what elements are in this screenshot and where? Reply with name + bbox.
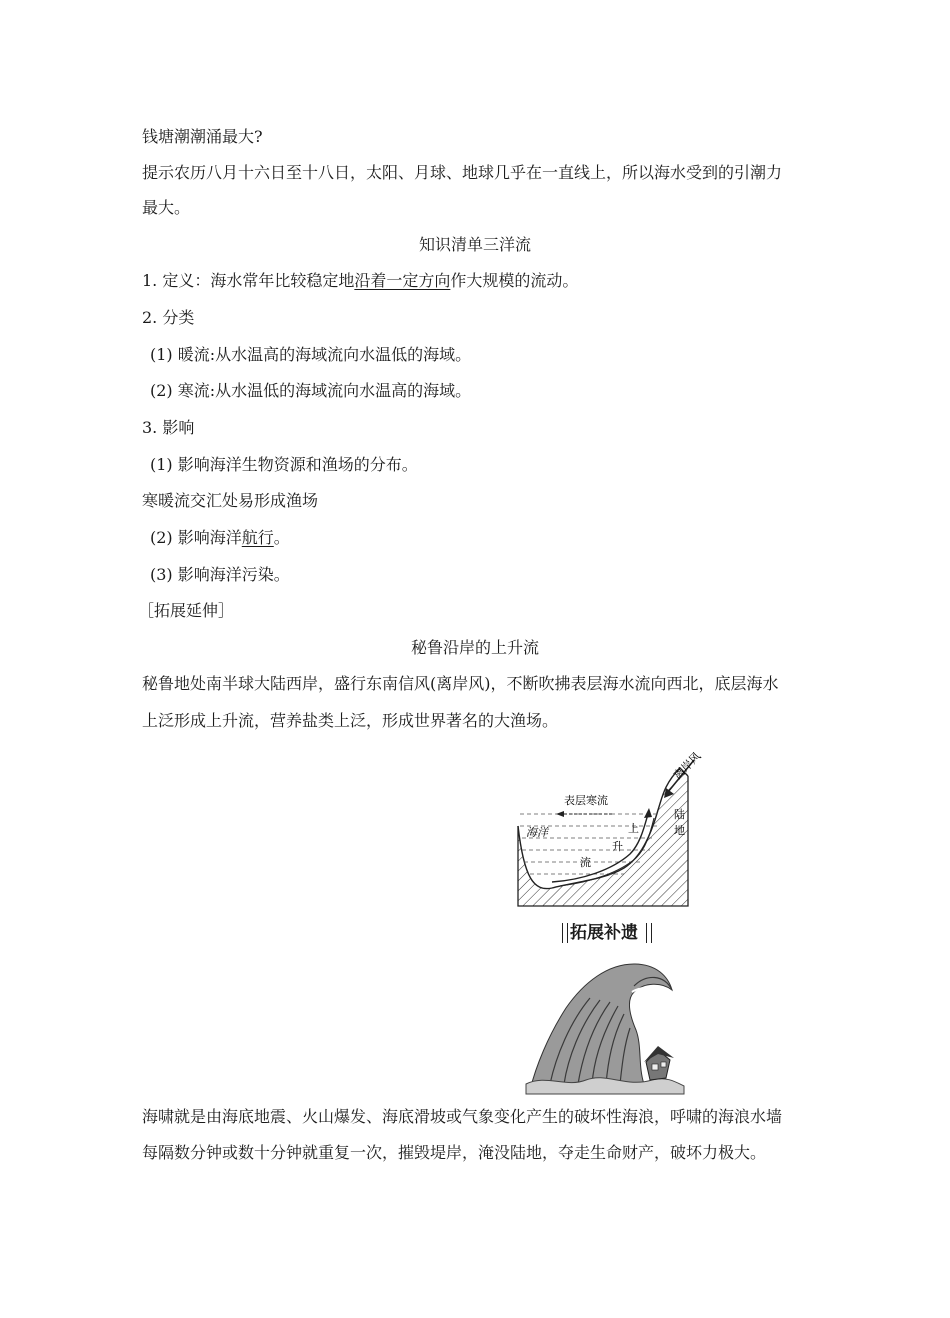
classification-item: (1) 暖流:从水温高的海域流向水温低的海域。 [150,345,472,364]
impact-2-prefix: (2) 影响海洋 [150,528,242,547]
definition-underlined: 沿着一定方向 [354,271,451,290]
impact-2-suffix: 。 [273,528,290,547]
text-line: 最大。 [142,198,191,217]
supplement-banner [562,920,652,946]
definition-prefix: 1. 定义：海水常年比较稳定地 [142,271,355,290]
upwelling-label: 升 [612,840,623,853]
tsunami-wave-illustration [526,956,684,1094]
classification-item: (2) 寒流:从水温低的海域流向水温高的海域。 [150,381,472,400]
paragraph-line: 秘鲁地处南半球大陆西岸，盛行东南信风(离岸风)，不断吹拂表层海水流向西北，底层海水 [142,674,779,693]
ocean-label: 海洋 [526,826,548,839]
impact-item [150,528,290,548]
definition-line [142,271,578,291]
extension-title: 秘鲁沿岸的上升流 [410,638,539,657]
text-line: 提示农历八月十六日至十八日，太阳、月球、地球几乎在一直线上，所以海水受到的引潮力 [142,163,783,182]
paragraph-line: 上泛形成上升流，营养盐类上泛，形成世界著名的大渔场。 [142,711,559,730]
house-icon [644,1046,674,1080]
extension-tag: ［拓展延伸］ [138,601,235,620]
section-title: 知识清单三洋流 [418,235,531,254]
classification-heading: 2. 分类 [142,308,195,327]
upwelling-label: 流 [580,856,591,869]
text-line: 钱塘潮潮涌最大? [142,127,263,146]
impact-2-underlined: 航行 [241,528,274,547]
paragraph-line: 每隔数分钟或数十分钟就重复一次，摧毁堤岸，淹没陆地，夺走生命财产，破坏力极大。 [142,1143,767,1162]
land-label: 地 [674,824,685,837]
fishery-note: 寒暖流交汇处易形成渔场 [142,491,319,510]
offshore-wind-label: 离岸风 [670,749,704,783]
impact-item: (3) 影响海洋污染。 [150,565,290,584]
impact-heading: 3. 影响 [142,418,195,437]
upwelling-label: 上 [628,822,639,835]
upwelling-diagram [512,749,704,910]
impact-item: (1) 影响海洋生物资源和渔场的分布。 [150,455,418,474]
definition-suffix: 作大规模的流动。 [450,271,579,290]
paragraph-line: 海啸就是由海底地震、火山爆发、海底滑坡或气象变化产生的破坏性海浪，呼啸的海浪水墙 [142,1107,783,1126]
supplement-banner-text: 拓展补遗 [570,923,638,943]
surface-cold-label: 表层寒流 [564,794,608,807]
land-label: 陆 [674,808,685,821]
